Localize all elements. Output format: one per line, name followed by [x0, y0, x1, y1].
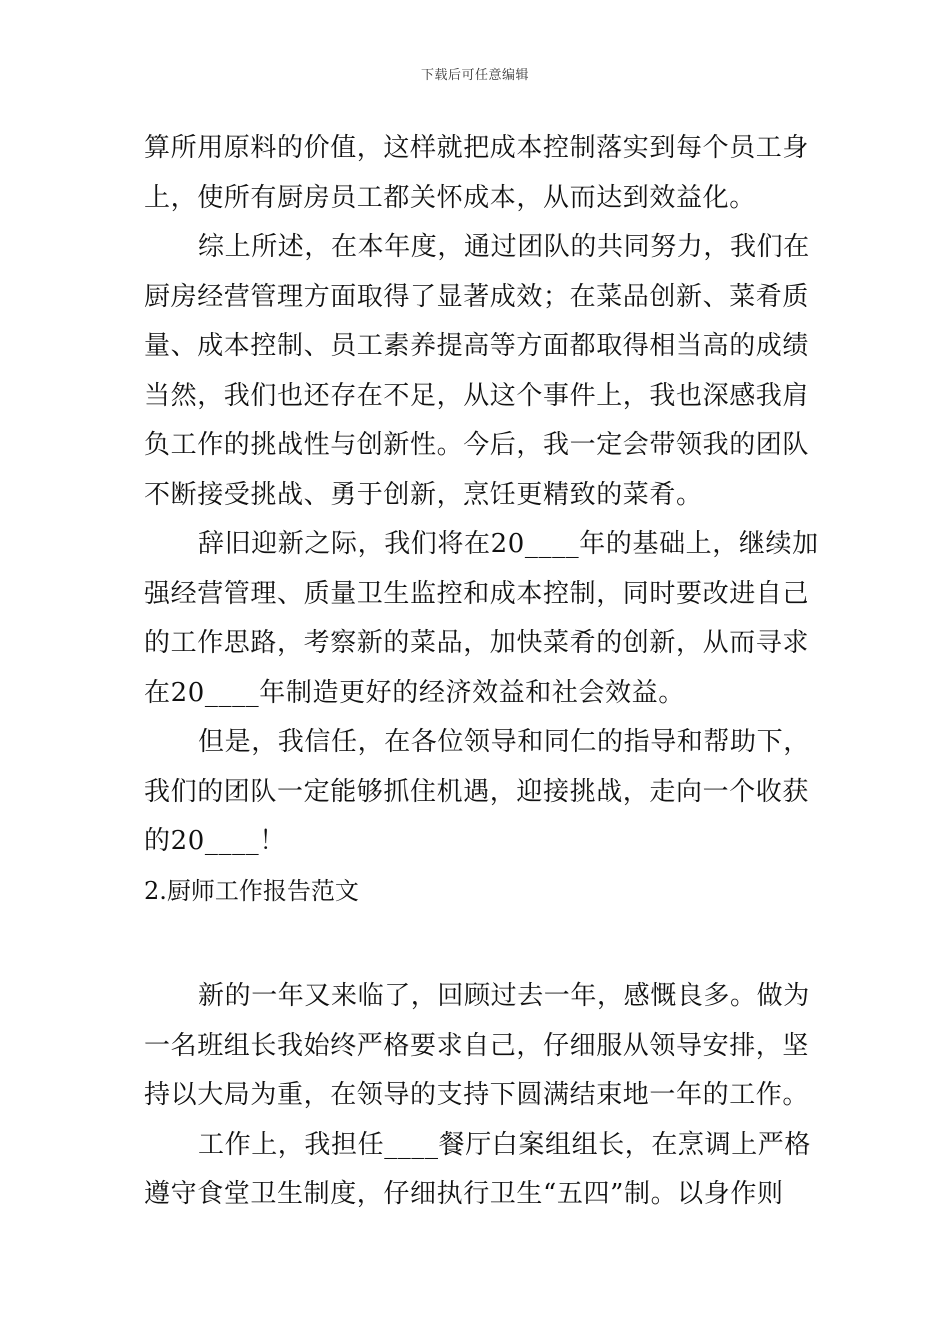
paragraph-start-line: 辞旧迎新之际，我们将在20____年的基础上，继续加	[198, 529, 819, 559]
paragraph-start-line: 综上所述，在本年度，通过团队的共同努力，我们在	[198, 232, 810, 262]
text-line: 的工作思路，考察新的菜品，加快菜肴的创新，从而寻求	[144, 628, 810, 658]
section-heading: 2.厨师工作报告范文	[144, 876, 359, 905]
page-header: 下载后可任意编辑	[420, 68, 529, 83]
text-line: 持以大局为重，在领导的支持下圆满结束地一年的工作。	[144, 1080, 810, 1110]
text-line: 算所用原料的价值，这样就把成本控制落实到每个员工身	[144, 133, 810, 163]
text-line: 一名班组长我始终严格要求自己，仔细服从领导安排，坚	[144, 1030, 810, 1061]
text-line: 厨房经营管理方面取得了显著成效；在菜品创新、菜肴质	[144, 281, 810, 312]
paragraph-start-line: 但是，我信任，在各位领导和同仁的指导和帮助下，	[198, 727, 810, 757]
text-line: 量、成本控制、员工素养提高等方面都取得相当高的成绩	[144, 331, 810, 361]
paragraph-start-line: 新的一年又来临了，回顾过去一年，感慨良多。做为	[198, 981, 810, 1011]
text-line: 我们的团队一定能够抓住机遇，迎接挑战，走向一个收获	[144, 776, 810, 807]
text-line: 不断接受挑战、勇于创新，烹饪更精致的菜肴。	[144, 479, 703, 510]
text-line: 在20____年制造更好的经济效益和社会效益。	[144, 677, 685, 708]
text-line: 的20____！	[144, 826, 286, 856]
text-line: 强经营管理、质量卫生监控和成本控制，同时要改进自己	[144, 578, 810, 609]
document-body	[144, 124, 819, 1220]
text-line: 负工作的挑战性与创新性。今后，我一定会带领我的团队	[144, 430, 810, 460]
paragraph-start-line: 工作上，我担任____餐厅白案组组长，在烹调上严格	[198, 1129, 812, 1160]
section-spacer	[144, 916, 808, 972]
text-line: 当然，我们也还存在不足，从这个事件上，我也深感我肩	[144, 380, 810, 411]
text-line: 遵守食堂卫生制度，仔细执行卫生“五四”制。以身作则	[144, 1179, 784, 1209]
text-line: 上，使所有厨房员工都关怀成本，从而达到效益化。	[144, 182, 756, 213]
